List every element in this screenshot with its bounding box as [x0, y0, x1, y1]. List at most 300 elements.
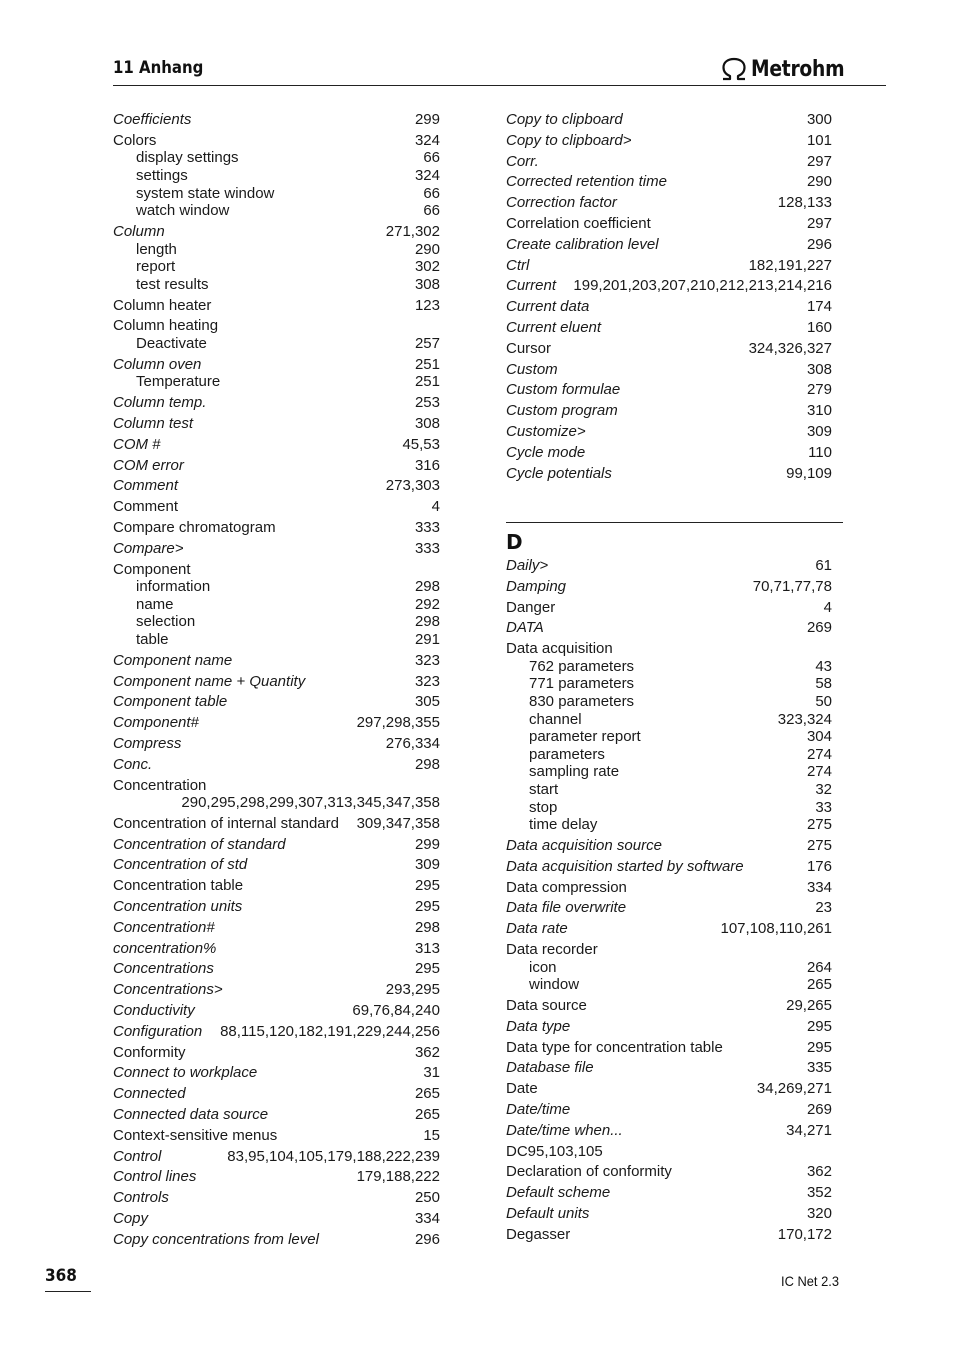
index-pages: 308	[414, 414, 440, 432]
index-pages: 176	[806, 857, 832, 875]
index-term: DATA	[506, 619, 544, 637]
index-pages: 4	[823, 598, 832, 616]
index-term-row	[113, 1189, 440, 1207]
index-pages: 199,201,203,207,210,212,213,214,216	[573, 277, 832, 295]
index-term: Control	[113, 1147, 162, 1165]
index-term: Concentrations>	[113, 981, 223, 999]
index-entry	[113, 898, 440, 919]
index-term-row	[113, 714, 440, 732]
index-pages: 275	[806, 836, 832, 854]
index-term: Correlation coefficient	[506, 214, 651, 232]
index-pages: 305	[414, 693, 440, 711]
index-pages: 309	[806, 422, 832, 440]
index-term-row	[113, 756, 440, 774]
index-term: information	[136, 578, 211, 596]
index-term-row	[113, 877, 440, 895]
index-term-row	[506, 236, 832, 254]
index-term: Concentration of internal standard	[113, 814, 339, 832]
index-subentry	[506, 799, 832, 817]
index-term-row	[113, 693, 440, 711]
index-pages: 362	[806, 1163, 832, 1181]
index-subentry	[506, 816, 832, 834]
index-pages: 310	[806, 402, 832, 420]
index-term-row	[506, 920, 832, 938]
index-pages: 299	[414, 835, 440, 853]
index-term: Default units	[506, 1204, 590, 1222]
index-pages: 265	[806, 976, 832, 994]
index-term-row	[113, 1168, 440, 1186]
index-term: Concentration	[113, 776, 207, 794]
index-subentry	[113, 596, 440, 614]
index-term: icon	[529, 958, 557, 976]
index-term: Daily>	[506, 557, 549, 574]
index-term-row	[506, 444, 832, 462]
index-term: Comment	[113, 498, 179, 516]
index-pages: 324,326,327	[748, 339, 832, 357]
index-term: test results	[136, 275, 209, 293]
index-pages: 313	[414, 939, 440, 957]
index-term-row	[506, 1122, 832, 1140]
index-entry	[506, 236, 832, 257]
index-pages: 309,347,358	[356, 814, 440, 832]
index-term: parameter report	[529, 728, 641, 746]
index-term-row	[113, 1002, 440, 1020]
index-term: selection	[136, 613, 196, 631]
index-entry	[506, 319, 832, 340]
index-pages: 110	[808, 443, 832, 461]
index-entry	[113, 693, 440, 714]
index-pages: 264	[806, 958, 832, 976]
index-subentry	[113, 578, 440, 596]
index-term: table	[136, 630, 169, 648]
header-rule	[113, 85, 886, 86]
index-pages: 291	[414, 630, 440, 648]
index-term-row	[506, 640, 832, 658]
index-term-row	[113, 1210, 440, 1228]
chapter-title: 11 Anhang	[113, 58, 204, 78]
index-term-row	[506, 319, 832, 337]
index-pages: 276,334	[385, 734, 440, 752]
index-pages: 170,172	[777, 1225, 832, 1243]
index-pages: 265	[414, 1106, 440, 1124]
index-term-row	[113, 540, 440, 558]
index-pages: 251	[414, 355, 440, 373]
index-pages: 297,298,355	[356, 714, 440, 732]
index-subentry	[113, 167, 440, 185]
index-term: Compress	[113, 734, 182, 752]
logo-text: Metrohm	[751, 56, 845, 82]
index-term: Data recorder	[506, 940, 598, 958]
index-term: 771 parameters	[529, 675, 635, 693]
index-pages: 299	[414, 111, 440, 128]
index-term-row	[506, 1018, 832, 1036]
index-term-row	[506, 858, 832, 876]
index-term: Conc.	[113, 755, 153, 773]
index-pages: 335	[806, 1059, 832, 1077]
index-pages: 298	[414, 613, 440, 631]
index-term: Colors	[113, 131, 157, 149]
index-pages: 320	[806, 1204, 832, 1222]
index-entry	[506, 1184, 832, 1205]
index-entry	[506, 997, 832, 1018]
index-entry	[113, 436, 440, 457]
index-pages: 29,265	[786, 996, 832, 1014]
index-entry	[506, 858, 832, 879]
index-term: Data acquisition source	[506, 836, 662, 854]
index-entry	[113, 498, 440, 519]
index-pages: 271,302	[385, 222, 440, 240]
index-entry	[506, 1163, 832, 1184]
index-subentry	[113, 613, 440, 631]
index-entry	[113, 756, 440, 777]
index-entry	[506, 1039, 832, 1060]
index-term: Declaration of conformity	[506, 1163, 672, 1181]
page-number: 368	[45, 1266, 77, 1286]
index-term: Data acquisition started by software	[506, 857, 744, 875]
index-term: system state window	[136, 184, 275, 202]
index-term-row	[113, 132, 440, 150]
index-term-row	[506, 941, 832, 959]
index-term-row	[113, 394, 440, 412]
index-term-row	[506, 132, 832, 150]
index-entry	[113, 561, 440, 652]
index-entry	[113, 1044, 440, 1065]
index-pages: 273,303	[385, 477, 440, 495]
index-entry	[113, 457, 440, 478]
index-subentry	[113, 185, 440, 203]
index-entry	[506, 257, 832, 278]
index-term-row	[113, 815, 440, 833]
index-entry	[113, 714, 440, 735]
index-term-row	[113, 1064, 440, 1082]
index-term-row	[113, 981, 440, 999]
index-term-row	[113, 1231, 440, 1249]
index-term: Data type for concentration table	[506, 1038, 723, 1056]
index-term-row	[506, 298, 832, 316]
index-term: Context-sensitive menus	[113, 1126, 278, 1144]
index-pages: 334	[414, 1210, 440, 1228]
index-pages: 274	[806, 763, 832, 781]
index-pages: 179,188,222	[356, 1168, 440, 1186]
index-pages: 182,191,227	[748, 256, 832, 274]
index-term: Column test	[113, 414, 194, 432]
index-entry	[506, 619, 832, 640]
index-pages: 31	[423, 1064, 440, 1082]
index-term: Custom formulae	[506, 381, 621, 399]
index-term: Date	[506, 1080, 538, 1098]
index-term-row	[506, 361, 832, 379]
index-term-row	[113, 297, 440, 315]
index-term: concentration%	[113, 939, 217, 957]
index-entry	[113, 223, 440, 297]
index-term: Corr.	[506, 152, 539, 170]
index-pages: 50	[815, 692, 832, 710]
index-term: name	[136, 595, 174, 613]
index-term: Concentration of std	[113, 856, 248, 874]
index-term-row	[113, 652, 440, 670]
index-entry	[113, 1148, 440, 1169]
index-term: Controls	[113, 1189, 169, 1207]
index-term: Column heating	[113, 317, 219, 335]
index-entry	[113, 1189, 440, 1210]
index-term-row	[506, 173, 832, 191]
index-entry	[506, 194, 832, 215]
index-pages: 34,271	[786, 1121, 832, 1139]
index-term: settings	[136, 166, 188, 184]
index-term-row	[506, 879, 832, 897]
index-entry	[506, 111, 832, 132]
index-pages: 290	[806, 173, 832, 191]
index-term-row	[506, 1205, 832, 1223]
index-term-row	[506, 1101, 832, 1119]
index-term: Deactivate	[136, 334, 207, 352]
index-term: Conformity	[113, 1043, 186, 1061]
index-pages: 69,76,84,240	[352, 1002, 440, 1020]
index-pages: 304	[806, 728, 832, 746]
index-entry	[506, 132, 832, 153]
index-pages: 323	[414, 651, 440, 669]
index-term-row	[113, 856, 440, 874]
index-pages: 275	[806, 816, 832, 834]
index-term: Control lines	[113, 1168, 197, 1186]
index-pages: 323	[414, 672, 440, 690]
index-term: Corrected retention time	[506, 173, 667, 191]
index-term-row	[113, 1085, 440, 1103]
index-entry	[506, 1059, 832, 1080]
index-column-left	[113, 111, 440, 1252]
index-entry	[506, 1101, 832, 1122]
index-pages: 128,133	[777, 194, 832, 212]
index-term: Data compression	[506, 878, 627, 896]
index-entry	[506, 599, 832, 620]
index-term: report	[136, 258, 176, 276]
index-subentry	[506, 959, 832, 977]
index-entry	[506, 557, 832, 578]
index-term: COM #	[113, 435, 161, 453]
index-term-row	[506, 578, 832, 596]
index-pages: 43	[815, 657, 832, 675]
index-entry	[506, 1080, 832, 1101]
index-subentry	[506, 675, 832, 693]
index-term: watch window	[136, 202, 230, 220]
index-entry	[506, 298, 832, 319]
index-pages: 308	[414, 275, 440, 293]
index-pages: 323,324	[777, 710, 832, 728]
index-term: Connect to workplace	[113, 1064, 258, 1082]
index-pages: 15	[423, 1126, 440, 1144]
index-term: Column heater	[113, 296, 212, 314]
index-term: Component	[113, 560, 191, 578]
index-term: Data acquisition	[506, 640, 613, 658]
index-entry	[506, 1122, 832, 1143]
index-pages: 279	[806, 381, 832, 399]
index-entry	[506, 920, 832, 941]
index-pages: 174	[806, 298, 832, 316]
index-term-row	[506, 837, 832, 855]
index-entry	[113, 540, 440, 561]
index-entry	[506, 941, 832, 997]
index-entry	[113, 815, 440, 836]
index-entry	[113, 132, 440, 223]
index-pages: 61	[815, 557, 832, 574]
index-subentry	[506, 728, 832, 746]
index-term: channel	[529, 710, 582, 728]
index-entry	[113, 519, 440, 540]
index-pages: 352	[806, 1184, 832, 1202]
index-pages: 107,108,110,261	[720, 920, 832, 938]
index-pages: 302	[414, 258, 440, 276]
index-term: Temperature	[136, 373, 221, 391]
index-entry	[113, 1064, 440, 1085]
index-subentry	[113, 202, 440, 220]
index-term-row	[113, 561, 440, 579]
index-term: Concentrations	[113, 960, 214, 978]
index-term-row	[506, 1080, 832, 1098]
index-entry	[113, 1023, 440, 1044]
index-pages: 251	[414, 373, 440, 391]
index-entry	[506, 1226, 832, 1247]
index-term: Data rate	[506, 920, 568, 938]
index-pages: 99,109	[786, 464, 832, 482]
index-term-row	[113, 415, 440, 433]
omega-icon	[720, 57, 748, 81]
index-entry	[113, 297, 440, 318]
index-term: Custom program	[506, 402, 618, 420]
index-entry	[506, 402, 832, 423]
index-term-row	[506, 340, 832, 358]
index-entry	[506, 444, 832, 465]
index-pages: 274	[806, 745, 832, 763]
index-entry	[506, 173, 832, 194]
index-pages: 88,115,120,182,191,229,244,256	[220, 1022, 440, 1040]
index-entry	[506, 578, 832, 599]
index-entry	[506, 1143, 832, 1164]
index-term-row	[113, 477, 440, 495]
index-term: Comment	[113, 477, 179, 495]
index-subentry	[506, 976, 832, 994]
product-name: IC Net 2.3	[781, 1273, 839, 1289]
index-entry	[113, 940, 440, 961]
index-pages: 362	[414, 1043, 440, 1061]
index-entry	[113, 1127, 440, 1148]
index-term: Concentration#	[113, 918, 215, 936]
index-term: Compare>	[113, 539, 184, 557]
index-entry	[506, 153, 832, 174]
index-term: Concentration units	[113, 898, 243, 916]
index-pages: 101	[806, 131, 832, 149]
index-entry	[113, 1210, 440, 1231]
index-entry	[113, 836, 440, 857]
index-entry	[506, 381, 832, 402]
index-term-row	[113, 457, 440, 475]
index-term-row	[113, 1044, 440, 1062]
index-subentry	[113, 276, 440, 294]
index-term: Data type	[506, 1017, 571, 1035]
index-term: Copy concentrations from level	[113, 1230, 319, 1248]
index-entry	[506, 879, 832, 900]
index-entry	[113, 1168, 440, 1189]
index-term: Column temp.	[113, 394, 207, 412]
index-pages: 45,53	[402, 435, 440, 453]
index-term: display settings	[136, 149, 239, 167]
index-term: Current eluent	[506, 318, 602, 336]
index-term-row	[113, 436, 440, 454]
index-subentry	[506, 693, 832, 711]
index-entry	[506, 837, 832, 858]
index-entry	[506, 640, 832, 837]
index-term: COM error	[113, 456, 184, 474]
index-term: Component#	[113, 714, 199, 732]
index-term: Concentration table	[113, 877, 244, 895]
index-subentry	[113, 241, 440, 259]
index-entry	[113, 1002, 440, 1023]
index-entry	[506, 899, 832, 920]
index-pages: 308	[806, 360, 832, 378]
index-pages: 295	[806, 1017, 832, 1035]
index-term: parameters	[529, 745, 605, 763]
index-pages: 295	[414, 960, 440, 978]
index-term-row	[113, 777, 440, 795]
index-entry	[113, 111, 440, 132]
index-pages: 66	[423, 202, 440, 220]
index-term-row	[506, 277, 832, 295]
index-term: Copy to clipboard>	[506, 131, 632, 149]
index-subentry	[506, 746, 832, 764]
index-pages: 309	[414, 856, 440, 874]
index-term-row	[113, 673, 440, 691]
index-term-row	[113, 1023, 440, 1041]
index-term: Customize>	[506, 422, 586, 440]
index-term-row	[506, 1226, 832, 1244]
index-term-row	[506, 619, 832, 637]
index-pages: 250	[414, 1189, 440, 1207]
index-term: Danger	[506, 598, 556, 616]
index-term: Component table	[113, 693, 228, 711]
index-term: Component name	[113, 651, 233, 669]
index-pages: 324	[414, 166, 440, 184]
index-entry	[113, 356, 440, 394]
index-term: Copy	[113, 1210, 149, 1228]
index-entry	[113, 1231, 440, 1252]
index-term: stop	[529, 798, 558, 816]
index-pages: 334	[806, 878, 832, 896]
index-entry	[506, 465, 832, 486]
index-term-row	[113, 111, 440, 129]
index-entry	[113, 1106, 440, 1127]
index-entry	[113, 1085, 440, 1106]
index-term: Custom	[506, 360, 558, 378]
index-pages: 265	[414, 1085, 440, 1103]
index-entry	[506, 1018, 832, 1039]
index-pages: 333	[414, 539, 440, 557]
index-pages: 298	[414, 755, 440, 773]
index-term: DC95,103,105	[506, 1142, 603, 1160]
index-subentry	[113, 149, 440, 167]
index-pages: 300	[806, 111, 832, 128]
index-term: Current data	[506, 298, 590, 316]
section-letter-d: D	[506, 530, 523, 554]
index-term: window	[529, 976, 580, 994]
index-term: Data file overwrite	[506, 899, 627, 917]
index-term: Column	[113, 222, 165, 240]
index-pages: 4	[431, 498, 440, 516]
index-subentry	[506, 763, 832, 781]
index-entry	[113, 981, 440, 1002]
index-pages: 324	[414, 131, 440, 149]
section-divider	[506, 522, 843, 523]
index-term: Degasser	[506, 1225, 571, 1243]
index-pages: 66	[423, 149, 440, 167]
